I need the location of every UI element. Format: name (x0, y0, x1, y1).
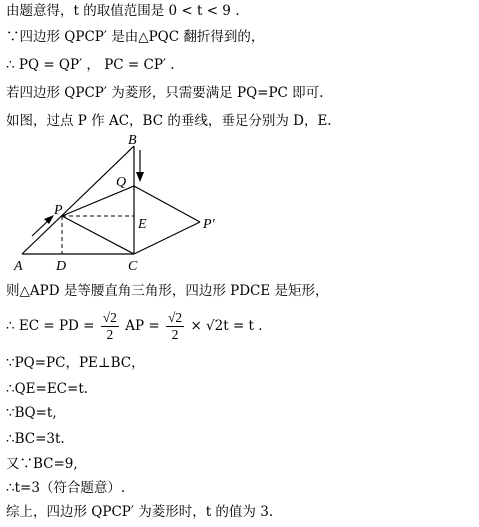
text-line-6: 则△APD 是等腰直角三角形，四边形 PDCE 是矩形， (6, 283, 329, 299)
fraction-2 (166, 310, 184, 343)
text-line-14: 综上，四边形 QPCP′ 为菱形时，t 的值为 3. (6, 504, 274, 520)
fraction-1-den: 2 (106, 327, 114, 342)
eq-part-1: ∴ EC = PD = (6, 318, 95, 334)
text-line-4: 若四边形 QPCP′ 为菱形，只需要满足 PQ=PC 即可. (6, 85, 324, 101)
fraction-1 (101, 310, 119, 343)
eq-part-3: × √2t = t . (190, 318, 263, 334)
text-line-13: ∴t=3（符合题意）. (6, 480, 126, 496)
text-line-5: 如图，过点 P 作 AC，BC 的垂线，垂足分别为 D，E. (6, 113, 332, 129)
fraction-2-den: 2 (171, 327, 179, 342)
segment-PC (62, 216, 134, 254)
text-line-10: ∵BQ=t, (6, 405, 57, 421)
label-Q: Q (116, 175, 127, 190)
label-C: C (128, 259, 138, 274)
label-P: P (54, 203, 63, 218)
label-A: A (14, 259, 23, 274)
label-D: D (56, 259, 67, 274)
label-B: B (128, 134, 137, 148)
text-line-11: ∴BC=3t. (6, 431, 65, 447)
label-E: E (138, 217, 147, 232)
fraction-2-num: √2 (167, 310, 183, 325)
text-line-9: ∴QE=EC=t. (6, 381, 89, 397)
segment-PQ (62, 186, 134, 216)
text-line-3: ∴ PQ = QP′ ， PC = CP′ . (6, 57, 175, 73)
text-line-1: 由题意得，t 的取值范围是 0 < t < 9 . (6, 3, 240, 19)
text-line-12: 又∵BC=9, (6, 456, 78, 472)
geometry-figure (10, 134, 230, 274)
text-line-8: ∵PQ=PC，PE⊥BC， (6, 355, 145, 371)
eq-part-2: AP = (125, 318, 160, 334)
fraction-1-num: √2 (102, 310, 117, 325)
text-line-2: ∵四边形 QPCP′ 是由△PQC 翻折得到的， (6, 29, 265, 45)
label-Pprime: P′ (203, 217, 215, 232)
segment-AB (22, 146, 134, 254)
arrow-down-BC-head (136, 172, 144, 182)
text-line-7 (6, 306, 263, 346)
